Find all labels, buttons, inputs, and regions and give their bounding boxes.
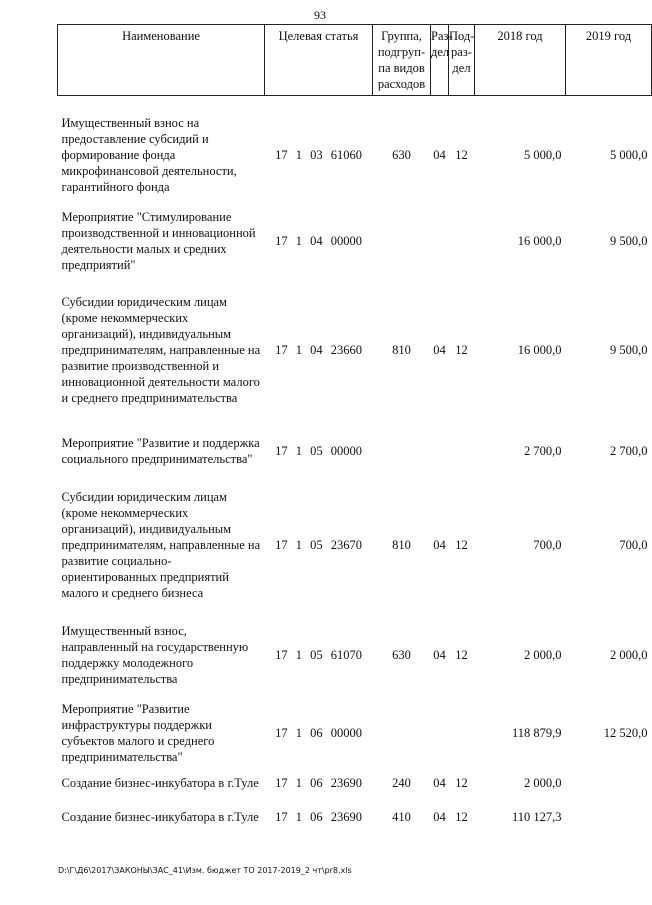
row-razdel: 04 bbox=[433, 775, 446, 790]
table-row bbox=[58, 700, 652, 766]
row-code: 17 1 05 23670 bbox=[275, 537, 362, 552]
row-razdel: 04 bbox=[433, 647, 446, 662]
page-number: 93 bbox=[314, 8, 326, 22]
row-2019: 9 500,0 bbox=[610, 233, 648, 248]
row-name: Создание бизнес-инкубатора в г.Туле bbox=[61, 809, 259, 824]
row-code: 17 1 06 23690 bbox=[275, 775, 362, 790]
table-row bbox=[58, 488, 652, 602]
row-group: 410 bbox=[392, 809, 411, 824]
row-code: 17 1 03 61060 bbox=[275, 147, 362, 162]
table-row bbox=[58, 208, 652, 274]
header-group: Группа, подгруп-па видов расходов bbox=[373, 25, 431, 96]
row-name: Имущественный взнос на предоставление субсидий и формирование фонда микрофинансовой деятельности, гарантийного фонда bbox=[61, 115, 237, 194]
row-2018: 16 000,0 bbox=[517, 233, 562, 248]
header-target: Целевая статья bbox=[265, 25, 373, 96]
row-code: 17 1 05 00000 bbox=[275, 443, 362, 458]
row-razdel: 04 bbox=[433, 147, 446, 162]
row-group: 240 bbox=[392, 775, 411, 790]
row-podrazdel: 12 bbox=[455, 775, 468, 790]
row-group: 810 bbox=[392, 342, 411, 357]
row-group: 630 bbox=[392, 147, 411, 162]
row-group bbox=[373, 208, 431, 274]
row-name: Имущественный взнос, направленный на государственную поддержку молодежного предпринимательства bbox=[61, 623, 249, 686]
row-2018: 2 700,0 bbox=[524, 443, 562, 458]
row-code: 17 1 04 23660 bbox=[275, 342, 362, 357]
header-row bbox=[58, 25, 652, 96]
row-name: Мероприятие "Развитие инфраструктуры поддержки субъектов малого и среднего предпринимательства" bbox=[61, 701, 215, 764]
row-2018: 700,0 bbox=[533, 537, 562, 552]
row-2018: 2 000,0 bbox=[524, 647, 562, 662]
row-2018: 2 000,0 bbox=[524, 775, 562, 790]
row-podrazdel bbox=[449, 208, 475, 274]
row-code: 17 1 04 00000 bbox=[275, 233, 362, 248]
table-row bbox=[58, 800, 652, 834]
header-name: Наименование bbox=[58, 25, 265, 96]
row-2019: 2 700,0 bbox=[610, 443, 648, 458]
row-2019: 700,0 bbox=[619, 537, 648, 552]
row-name: Создание бизнес-инкубатора в г.Туле bbox=[61, 775, 259, 790]
row-podrazdel: 12 bbox=[455, 647, 468, 662]
row-podrazdel: 12 bbox=[455, 537, 468, 552]
row-razdel bbox=[431, 426, 449, 476]
row-podrazdel: 12 bbox=[455, 342, 468, 357]
header-razdel: Раз-дел bbox=[431, 25, 449, 96]
row-2019 bbox=[566, 766, 652, 800]
row-2019: 5 000,0 bbox=[610, 147, 648, 162]
row-2019: 12 520,0 bbox=[603, 725, 648, 740]
table-row bbox=[58, 766, 652, 800]
row-2019 bbox=[566, 800, 652, 834]
table-row bbox=[58, 114, 652, 196]
row-razdel bbox=[431, 700, 449, 766]
row-name: Субсидии юридическим лицам (кроме некоммерческих организаций), индивидуальным предпринимателям, направленные на развитие производственной и инновационной деятельности малого и среднего предпринимательства bbox=[61, 294, 261, 405]
header-2019: 2019 год bbox=[566, 25, 652, 96]
table-row bbox=[58, 426, 652, 476]
row-code: 17 1 06 23690 bbox=[275, 809, 362, 824]
row-podrazdel bbox=[449, 700, 475, 766]
row-2019: 2 000,0 bbox=[610, 647, 648, 662]
row-2018: 16 000,0 bbox=[517, 342, 562, 357]
row-razdel: 04 bbox=[433, 809, 446, 824]
row-group bbox=[373, 426, 431, 476]
file-path-footer: D:\Г\Д6\2017\ЗАКОНЫ\ЗАС_41\Изм. бюджет ТО 2017-2019_2 чт\pr8.xls bbox=[58, 866, 352, 875]
row-name: Мероприятие "Развитие и поддержка социального предпринимательства" bbox=[61, 435, 260, 466]
row-name: Мероприятие "Стимулирование производственной и инновационной деятельности малых и средних предприятий" bbox=[61, 209, 256, 272]
row-name: Субсидии юридическим лицам (кроме некоммерческих организаций), индивидуальным предпринимателям, направленные на развитие социально-ориентированных предприятий малого и среднего бизнеса bbox=[61, 489, 261, 600]
row-2019: 9 500,0 bbox=[610, 342, 648, 357]
row-2018: 118 879,9 bbox=[511, 725, 562, 740]
row-code: 17 1 05 61070 bbox=[275, 647, 362, 662]
table-row bbox=[58, 622, 652, 688]
header-2018: 2018 год bbox=[475, 25, 566, 96]
row-podrazdel: 12 bbox=[455, 809, 468, 824]
row-group: 810 bbox=[392, 537, 411, 552]
table-header bbox=[58, 25, 652, 96]
row-razdel: 04 bbox=[433, 537, 446, 552]
row-group bbox=[373, 700, 431, 766]
row-razdel: 04 bbox=[433, 342, 446, 357]
row-2018: 5 000,0 bbox=[524, 147, 562, 162]
row-podrazdel bbox=[449, 426, 475, 476]
row-code: 17 1 06 00000 bbox=[275, 725, 362, 740]
row-group: 630 bbox=[392, 647, 411, 662]
table-body bbox=[58, 96, 652, 834]
header-podrazdel: Под-раз-дел bbox=[449, 25, 475, 96]
row-razdel bbox=[431, 208, 449, 274]
row-2018: 110 127,3 bbox=[511, 809, 562, 824]
budget-table bbox=[57, 24, 652, 834]
table-row bbox=[58, 286, 652, 414]
row-podrazdel: 12 bbox=[455, 147, 468, 162]
